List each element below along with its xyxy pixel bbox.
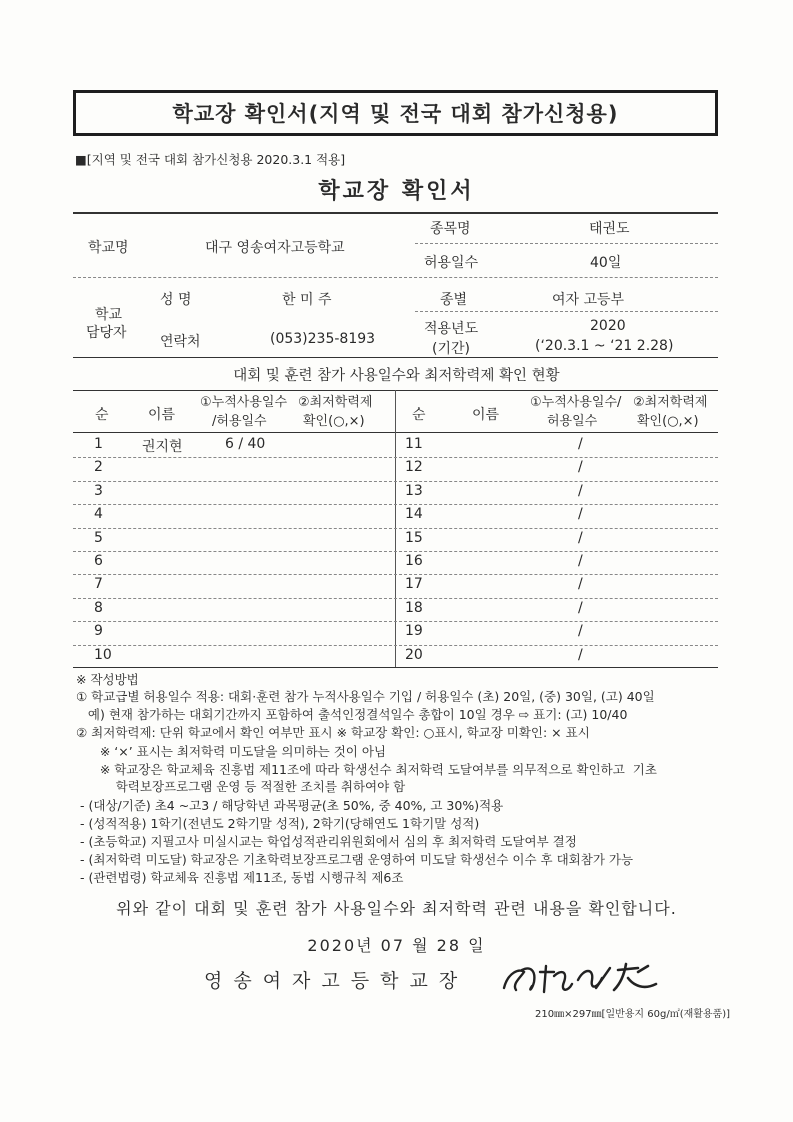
confirmation-date: 2020년 07 월 28 일 xyxy=(307,936,486,955)
header-min-2: 확인(○,×) xyxy=(303,414,365,429)
status-title: 대회 및 훈련 참가 사용일수와 최저학력제 확인 현황 xyxy=(233,368,560,384)
header-days-2: /허용일수 xyxy=(212,414,267,429)
header-min-1: ②최저학력제 xyxy=(298,395,373,410)
year-label-1: 적용년도 xyxy=(424,321,479,337)
info-dash-2 xyxy=(73,277,718,278)
school-label: 학교명 xyxy=(88,240,129,256)
row-number: 9 xyxy=(94,623,103,640)
header-days-right-1: ①누적사용일수/ xyxy=(530,395,622,410)
row-number: 2 xyxy=(94,459,103,476)
row-number: 7 xyxy=(94,576,103,593)
row-separator xyxy=(73,621,718,622)
contact-value: (053)235-8193 xyxy=(270,331,376,347)
row-number-right: 14 xyxy=(405,506,423,523)
header-no: 순 xyxy=(95,407,109,423)
row-number: 6 xyxy=(94,553,103,569)
row-number-right: 18 xyxy=(405,599,423,616)
paper-spec: 210㎜×297㎜[일반용지 60g/㎡(재활용품)] xyxy=(535,1009,731,1020)
year-value-2: (‘20.3.1 ~ ‘21 2.28) xyxy=(535,338,674,354)
name-value: 한 미 주 xyxy=(282,292,332,308)
principal-title: 영송여자고등학교장 xyxy=(204,970,469,992)
row-number: 5 xyxy=(94,529,103,546)
row-separator xyxy=(73,481,718,482)
info-dash-1 xyxy=(415,243,718,244)
manager-label-1: 학교 xyxy=(95,307,123,323)
row-days-right: / xyxy=(578,576,583,593)
manager-label-2: 담당자 xyxy=(86,325,127,341)
row-days: 6 / 40 xyxy=(225,436,266,452)
row-days-right: / xyxy=(578,506,583,523)
header-no-right: 순 xyxy=(412,407,426,423)
instruction-line: - (성적적용) 1학기(전년도 2학기말 성적), 2학기(당해연도 1학기말 성적) xyxy=(76,816,480,831)
row-separator xyxy=(73,645,718,646)
row-number-right: 19 xyxy=(405,623,423,640)
row-days-right: / xyxy=(578,459,583,476)
row-number-right: 20 xyxy=(405,646,423,663)
instruction-line: 예) 현재 참가하는 대회기간까지 포함하여 출석인정결석일수 총합이 10일 경우 ⇨ 표기: (고) 10/40 xyxy=(76,707,628,722)
instruction-line: - (관련법령) 학교체육 진흥법 제11조, 동법 시행규칙 제6조 xyxy=(76,870,404,885)
event-label: 종목명 xyxy=(430,221,471,237)
row-number: 10 xyxy=(94,646,112,663)
info-bottom-rule xyxy=(73,357,718,358)
instruction-line: - (대상/기준) 초4 ~고3 / 해당학년 과목평균(초 50%, 중 40%, 고 30%)적용 xyxy=(76,798,504,813)
days-value: 40일 xyxy=(590,255,622,271)
row-number-right: 15 xyxy=(405,529,423,546)
row-separator xyxy=(73,598,718,599)
header-name: 이름 xyxy=(148,407,176,423)
contact-label: 연락처 xyxy=(160,334,201,350)
row-number-right: 13 xyxy=(405,482,423,499)
confirmation-statement: 위와 같이 대회 및 훈련 참가 사용일수와 최저학력 관련 내용을 확인합니다. xyxy=(116,899,677,918)
name-label: 성 명 xyxy=(160,292,192,308)
event-value: 태권도 xyxy=(589,221,630,237)
division-value: 여자 고등부 xyxy=(552,292,625,308)
row-separator xyxy=(73,551,718,552)
row-separator xyxy=(73,504,718,505)
document-title: 학교장 확인서(지역 및 전국 대회 참가신청용) xyxy=(73,90,718,136)
header-min-right-1: ②최저학력제 xyxy=(633,395,708,410)
row-separator xyxy=(73,574,718,575)
row-number: 4 xyxy=(94,506,103,523)
row-days-right: / xyxy=(578,646,583,663)
row-number: 3 xyxy=(94,482,103,499)
principal-signature xyxy=(498,958,668,998)
instruction-line: 학력보장프로그램 운영 등 적절한 조치를 취하여야 함 xyxy=(76,779,406,794)
instruction-line: ※ 작성방법 xyxy=(76,672,139,687)
row-separator xyxy=(73,528,718,529)
days-label: 허용일수 xyxy=(424,255,479,271)
header-days-1: ①누적사용일수 xyxy=(200,395,288,410)
row-separator xyxy=(73,457,718,458)
instruction-line: ※ 학교장은 학교체육 진흥법 제11조에 따라 학생선수 최저학력 도달여부를 의무적으로 확인하고 기초 xyxy=(76,762,657,777)
usage-note: ■[지역 및 전국 대회 참가신청용 2020.3.1 적용] xyxy=(75,152,346,167)
year-value-1: 2020 xyxy=(590,318,626,334)
row-days-right: / xyxy=(578,623,583,640)
instruction-line: ※ ‘×’ 표시는 최저학력 미도달을 의미하는 것이 아님 xyxy=(76,744,386,759)
instruction-line: ② 최저학력제: 단위 학교에서 확인 여부만 표시 ※ 학교장 확인: ○표시, 학교장 미확인: × 표시 xyxy=(76,725,590,740)
row-number: 1 xyxy=(94,436,103,452)
header-days-right-2: 허용일수 xyxy=(547,414,598,429)
header-min-right-2: 확인(○,×) xyxy=(637,414,699,429)
year-label-2: (기간) xyxy=(432,341,470,357)
row-days-right: / xyxy=(578,529,583,546)
info-dash-3 xyxy=(415,311,718,312)
row-days-right: / xyxy=(578,599,583,616)
row-days-right: / xyxy=(578,553,583,569)
main-title: 학교장 확인서 xyxy=(318,179,475,204)
row-number-right: 17 xyxy=(405,576,423,593)
row-number-right: 12 xyxy=(405,459,423,476)
division-label: 종별 xyxy=(440,292,468,308)
row-number-right: 11 xyxy=(405,436,423,452)
row-days-right: / xyxy=(578,436,583,452)
header-name-right: 이름 xyxy=(472,407,500,423)
row-days-right: / xyxy=(578,482,583,499)
row-number-right: 16 xyxy=(405,553,423,569)
school-value: 대구 영송여자고등학교 xyxy=(205,240,345,256)
instruction-line: - (최저학력 미도달) 학교장은 기초학력보장프로그램 운영하여 미도달 학생선수 이수 후 대회참가 가능 xyxy=(76,852,634,867)
instruction-line: ① 학교급별 허용일수 적용: 대회·훈련 참가 누적사용일수 기입 / 허용일수 (초) 20일, (중) 30일, (고) 40일 xyxy=(76,689,655,704)
row-number: 8 xyxy=(94,599,103,616)
row-name: 권지현 xyxy=(142,439,183,455)
info-top-rule xyxy=(73,212,718,214)
table-bottom-rule xyxy=(73,667,718,668)
instruction-line: - (초등학교) 지필고사 미실시교는 학업성적관리위원회에서 심의 후 최저학력 도달여부 결정 xyxy=(76,834,577,849)
